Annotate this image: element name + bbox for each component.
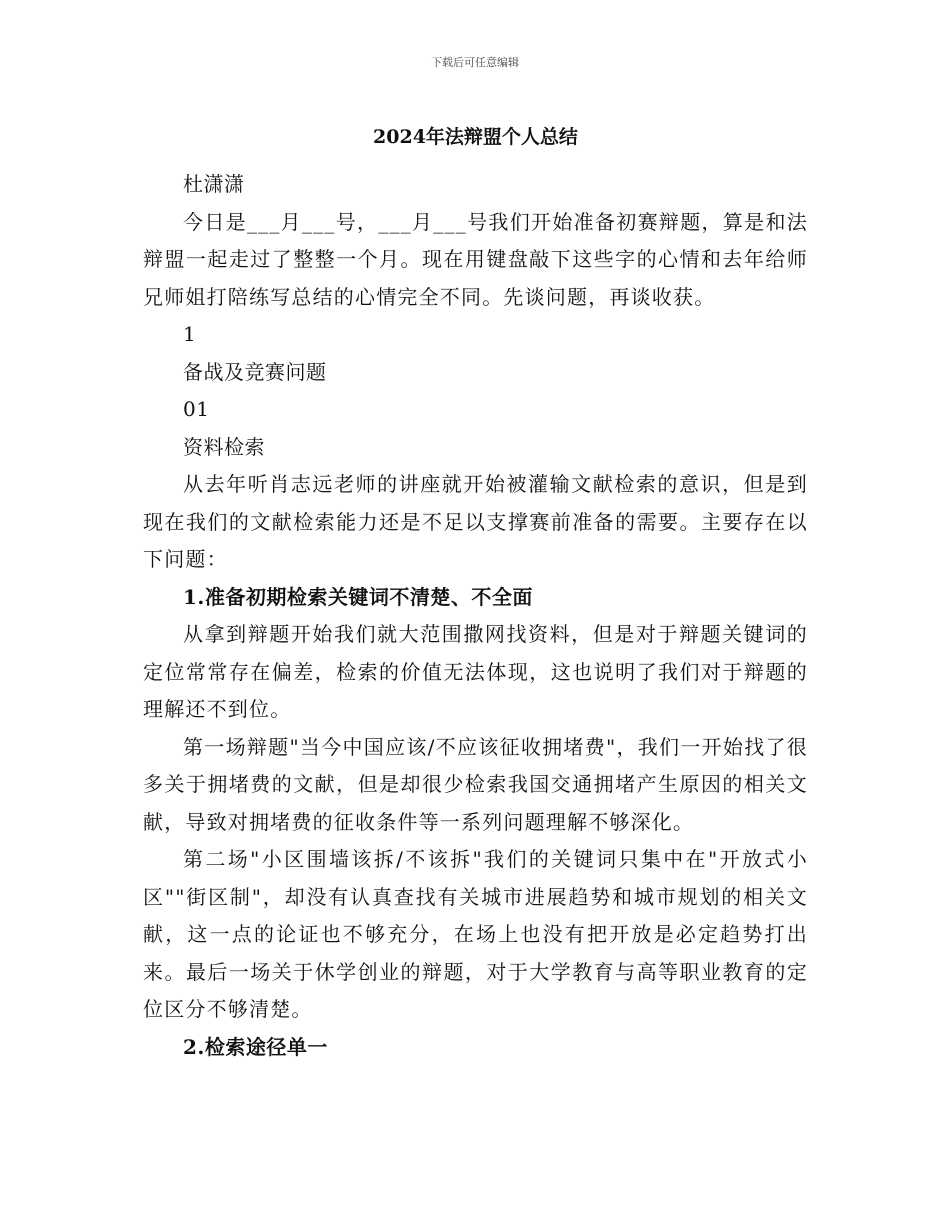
section-title: 备战及竞赛问题 xyxy=(183,359,327,384)
heading-keywords-issue: 1.准备初期检索关键词不清楚、不全面 xyxy=(183,584,533,609)
subsection-number: 01 xyxy=(183,397,210,421)
subsection-title: 资料检索 xyxy=(183,434,265,459)
paragraph-keywords-deviation: 从拿到辩题开始我们就大范围撒网找资料，但是对于辩题关键词的定位常常存在偏差，检索的价值无法体现，这也说明了我们对于辩题的理解还不到位。 xyxy=(143,622,808,721)
heading-search-channel-issue: 2.检索途径单一 xyxy=(183,1034,328,1059)
author-name: 杜潇潇 xyxy=(183,172,245,196)
document-title: 2024年法辩盟个人总结 xyxy=(373,126,578,148)
page-header-note: 下载后可任意编辑 xyxy=(431,56,519,69)
section-number: 1 xyxy=(183,322,197,346)
intro-paragraph: 今日是___月___号，___月___号我们开始准备初赛辩题，算是和法辩盟一起走过了整整一个月。现在用键盘敲下这些字的心情和去年给师兄师姐打陪练写总结的心情完全不同。先谈问题，再谈收获。 xyxy=(143,209,808,309)
document-body xyxy=(143,118,808,1066)
paragraph-second-debate: 第二场"小区围墙该拆/不该拆"我们的关键词只集中在"开放式小区""街区制"，却没有认真查找有关城市进展趋势和城市规划的相关文献，这一点的论证也不够充分，在场上也没有把开放是必定趋势打出来。最后一场关于休学创业的辩题，对于大学教育与高等职业教育的定位区分不够清楚。 xyxy=(143,847,808,1021)
paragraph-literature-search: 从去年听肖志远老师的讲座就开始被灌输文献检索的意识，但是到现在我们的文献检索能力还是不足以支撑赛前准备的需要。主要存在以下问题： xyxy=(143,472,808,571)
paragraph-first-debate: 第一场辩题"当今中国应该/不应该征收拥堵费"，我们一开始找了很多关于拥堵费的文献，但是却很少检索我国交通拥堵产生原因的相关文献，导致对拥堵费的征收条件等一系列问题理解不够深化。 xyxy=(143,734,808,834)
